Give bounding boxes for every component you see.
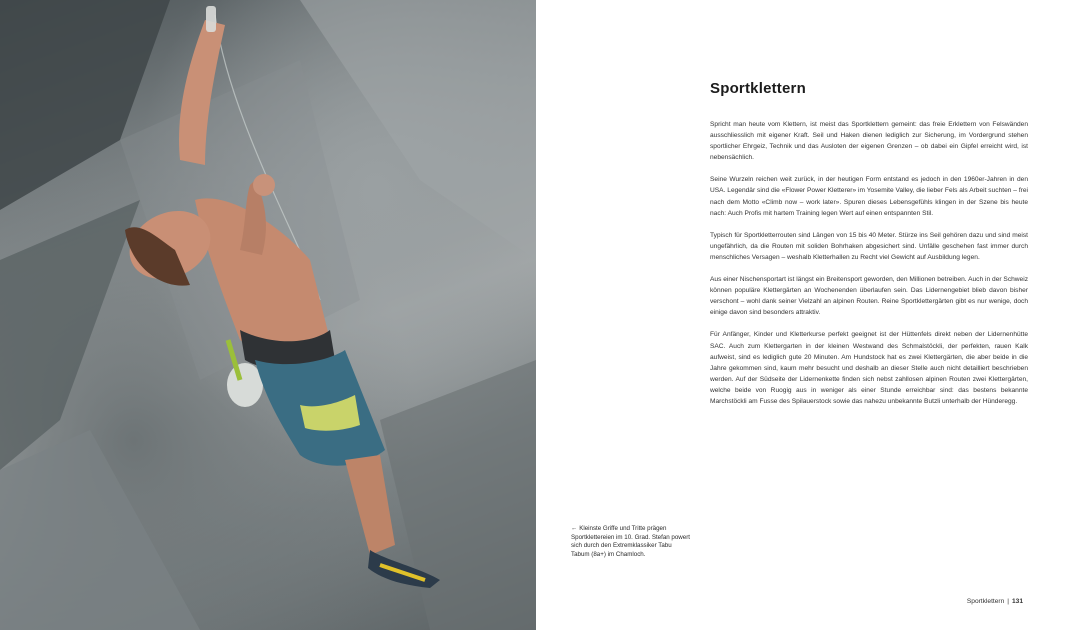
paragraph: Für Anfänger, Kinder und Kletterkurse perfekt geeignet ist der Hüttenfels direkt neben der Lidernenhütte SAC. Auch zum Klettergarten in der kleinen Westwand des Schmalstöckli, der perfekten, rauen Kalk aufweist, sind es lediglich gute 20 Minuten. Am Hundstock hat es zwei Klettergärten, die aber beide in die Jahre gekommen sind, kaum mehr besucht und deshalb an dieser Stelle auch nicht detailliert beschrieben werden. Auf der Südseite der Lidernenkette finden sich nebst zahllosen alpinen Routen zwei Klettergärten, welche beide von Ruogig aus in weniger als einer Stunde erreichbar sind: das bestens bekannte Marchstöckli am Fusse des Spilauerstock sowie das nahezu unbekannte Butzli unterhalb der Hünderegg.	[710, 331, 1028, 405]
text-page	[536, 0, 1069, 630]
paragraph: Spricht man heute vom Klettern, ist meist das Sportklettern gemeint: das freie Erklettern von Felswänden ausschliesslich mit eigener Kraft. Seil und Haken dienen lediglich zur Sicherung, im Vordergrund stehen sportlicher Ehrgeiz, Technik und das Ausloten der eigenen Grenzen – ob dabei ein Gipfel erreicht wird, ist nebensächlich.	[710, 121, 1028, 162]
paragraph: Aus einer Nischensportart ist längst ein Breitensport geworden, den Millionen betreiben. Auch in der Schweiz können populäre Klettergärten an Wochenenden überlaufen sein. Das Lidernengebiet blieb davon bisher verschont – wohl dank seiner Vielzahl an alpinen Routen. Reine Sportklettergärten gibt es nur wenige, doch einige davon sind besonders attraktiv.	[710, 276, 1028, 317]
paragraph: Typisch für Sportkletterrouten sind Längen von 15 bis 40 Meter. Stürze ins Seil gehören dazu und sind meist ungefährlich, da die Routen mit soliden Bohrhaken abgesichert sind. Unfälle geschehen fast immer durch menschliches Versagen – weshalb Kletterhallen zu Recht viel Gewicht auf Ausbildung legen.	[710, 231, 1028, 261]
footer-separator: |	[1007, 598, 1009, 605]
arrow-left-icon: ←	[571, 525, 578, 532]
page-title: Sportklettern	[710, 80, 806, 97]
body-text	[710, 119, 1028, 418]
footer-section: Sportklettern	[966, 598, 1005, 605]
page-number: 131	[1011, 598, 1023, 605]
page-footer	[967, 598, 1023, 605]
caption-text: Kleinste Griffe und Tritte prägen Sportklettereien im 10. Grad. Stefan powert sich durch den Extremklassiker Tabu Tabum (8a+) im Chamloch.	[571, 525, 690, 558]
paragraph: Seine Wurzeln reichen weit zurück, in der heutigen Form entstand es jedoch in den 1960er-Jahren in den USA. Legendär sind die «Flower Power Kletterer» im Yosemite Valley, die lieber Fels als Arbeit suchten – frei nach dem Motto «Climb now – work later». Spuren dieses Lebensgefühls klingen in der Szene bis heute nach: Auch Profis mit hartem Training legen Wert auf einen entspannten Stil.	[710, 176, 1028, 217]
